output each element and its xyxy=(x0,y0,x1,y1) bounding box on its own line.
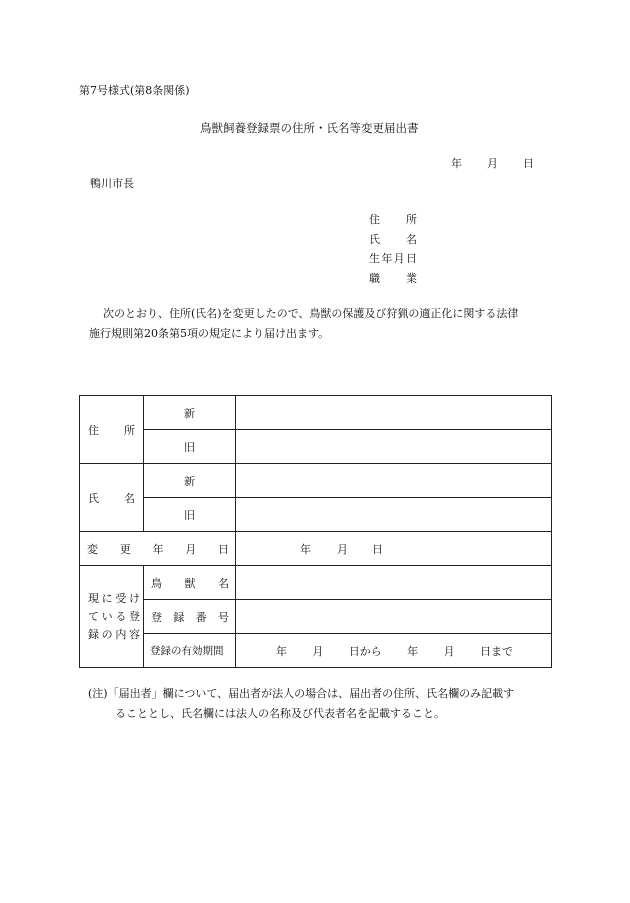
change-date-field[interactable] xyxy=(236,532,552,566)
name-old-label: 旧 xyxy=(144,498,236,532)
name-old-field[interactable] xyxy=(236,498,552,532)
label-char: 鳥 xyxy=(151,576,162,590)
label-char: 号 xyxy=(217,610,229,624)
table-row xyxy=(80,566,552,600)
change-form-table xyxy=(79,395,552,668)
species-label xyxy=(144,566,236,600)
registration-number-field[interactable] xyxy=(236,600,552,634)
label-char: 変 xyxy=(87,542,98,556)
name-row-label xyxy=(80,464,144,532)
applicant-name-label: 氏名 xyxy=(369,232,417,246)
address-new-label: 新 xyxy=(144,396,236,430)
month-label: 月 xyxy=(487,157,498,170)
applicant-birthdate-label: 生年月日 xyxy=(369,252,417,265)
label-char: 月 xyxy=(185,542,197,556)
label-char: 氏 xyxy=(88,491,99,505)
species-field[interactable] xyxy=(236,566,552,600)
name-new-label: 新 xyxy=(144,464,236,498)
footnote-line1: (注)「届出者」欄について、届出者が法人の場合は、届出者の住所、氏名欄のみ記載す xyxy=(88,687,515,700)
label-char: 住 xyxy=(88,423,99,437)
address-old-label: 旧 xyxy=(144,430,236,464)
label-char: 登 xyxy=(151,610,162,624)
label-char: 録 xyxy=(88,627,99,641)
label-char: 容 xyxy=(128,627,140,641)
year-label: 年 xyxy=(451,157,462,170)
table-row xyxy=(80,498,552,532)
applicant-address-label: 住所 xyxy=(369,213,417,226)
label-char: い xyxy=(101,609,113,623)
to-day-label: 日まで xyxy=(479,644,513,658)
label-char: 獣 xyxy=(184,576,196,590)
label-char: 所 xyxy=(124,423,135,437)
label-char: る xyxy=(115,609,127,623)
address-new-field[interactable] xyxy=(236,396,552,430)
current-registration-label xyxy=(80,566,144,668)
table-row xyxy=(80,532,552,566)
label-char: 登 xyxy=(128,609,140,623)
to-year-label: 年 xyxy=(407,644,419,658)
document-title: 鳥獣飼養登録票の住所・氏名等変更届出書 xyxy=(200,121,419,135)
to-month-label: 月 xyxy=(443,644,455,658)
label-char: て xyxy=(88,609,99,623)
label-char: 内 xyxy=(115,627,127,641)
label-char: 名 xyxy=(218,576,229,590)
form-number: 第7号様式(第8条関係) xyxy=(79,84,190,97)
label-char: 録 xyxy=(173,610,185,624)
label-char: け xyxy=(128,591,140,605)
addressee: 鴨川市長 xyxy=(90,177,134,190)
table-row xyxy=(80,600,552,634)
month-label: 月 xyxy=(337,542,348,556)
name-new-field[interactable] xyxy=(236,464,552,498)
label-char: 日 xyxy=(218,542,229,556)
applicant-occupation-label: 職業 xyxy=(369,271,417,285)
label-char: 更 xyxy=(119,542,131,556)
address-row-label xyxy=(80,396,144,464)
from-day-label: 日から xyxy=(348,644,382,658)
year-label: 年 xyxy=(300,542,311,556)
label-char: 受 xyxy=(115,591,127,605)
label-char: 年 xyxy=(152,542,164,556)
validity-period-label: 登録の有効期間 xyxy=(144,634,236,668)
table-row xyxy=(80,464,552,498)
change-date-label xyxy=(80,532,236,566)
body-text-line2: 施行規則第20条第5項の規定により届け出ます。 xyxy=(89,327,330,340)
footnote xyxy=(88,684,558,724)
label-char: の xyxy=(101,627,113,641)
from-month-label: 月 xyxy=(312,644,324,658)
registration-number-label xyxy=(144,600,236,634)
label-char: 番 xyxy=(195,610,207,624)
day-label: 日 xyxy=(523,157,534,170)
label-char: に xyxy=(101,591,113,605)
validity-period-field[interactable] xyxy=(236,634,552,668)
from-year-label: 年 xyxy=(276,644,287,658)
day-label: 日 xyxy=(372,542,383,556)
submission-date xyxy=(451,155,534,171)
table-row xyxy=(80,396,552,430)
label-char: 名 xyxy=(124,491,135,505)
applicant-block xyxy=(369,210,417,288)
table-row xyxy=(80,430,552,464)
footnote-line2: ることとし、氏名欄には法人の名称及び代表者名を記載すること。 xyxy=(115,707,445,720)
table-row xyxy=(80,634,552,668)
address-old-field[interactable] xyxy=(236,430,552,464)
label-char: 現 xyxy=(88,591,99,605)
body-text-line1: 次のとおり、住所(氏名)を変更したので、鳥獣の保護及び狩猟の適正化に関する法律 xyxy=(103,307,519,320)
